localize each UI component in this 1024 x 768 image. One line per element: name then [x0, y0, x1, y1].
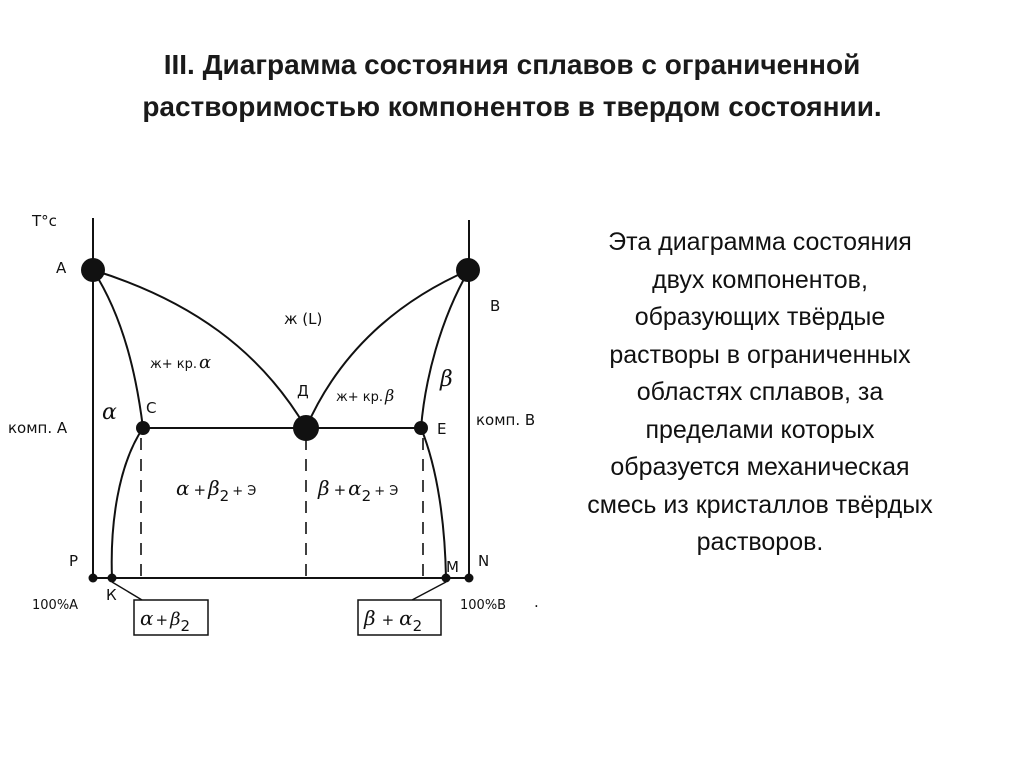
region-liquid-alpha — [150, 352, 211, 373]
solvus-right — [421, 428, 446, 578]
liquidus-left — [93, 270, 306, 428]
solvus-left — [112, 428, 143, 578]
title-line-1: III. Диаграмма состояния сплавов с ограниченной — [163, 49, 861, 80]
region-liquid: ж (L) — [284, 310, 323, 328]
left-eutectic-sub: 2 — [219, 487, 230, 505]
label-100-percent-b: 100%B — [460, 598, 507, 613]
right-eutectic-plus: + — [333, 481, 347, 499]
right-eutectic-sub: 2 — [361, 487, 372, 505]
label-point-m: M — [446, 558, 459, 576]
right-eutectic-beta: β — [318, 476, 330, 500]
description-line-9: растворов. — [696, 528, 824, 556]
left-eutectic-tail: + Э — [232, 484, 257, 499]
label-component-a: комп. А — [8, 419, 68, 437]
label-point-n: N — [478, 552, 490, 570]
label-component-b: комп. В — [476, 411, 536, 429]
left-box-plus: + — [155, 611, 169, 629]
left-eutectic-alpha: α — [176, 476, 190, 500]
left-eutectic-beta: β — [208, 476, 220, 500]
label-point-a: A — [56, 259, 67, 277]
region-liquid-alpha-text: ж+ кр. — [150, 357, 197, 372]
label-point-e: E — [437, 420, 447, 438]
description-line-2: двух компонентов, — [652, 265, 868, 294]
title-line-2: растворимостью компонентов в твердом состоянии. — [142, 91, 882, 122]
right-box-label — [363, 606, 422, 635]
point-k — [108, 574, 117, 583]
pointer-line-right — [412, 582, 446, 600]
region-right-eutectic — [317, 476, 398, 505]
solidus-right — [421, 270, 469, 428]
point-b — [456, 258, 480, 282]
region-liquid-beta-text: ж+ кр. — [336, 390, 383, 405]
region-alpha-label: α — [102, 400, 117, 425]
description-line-6: пределами которых — [645, 415, 875, 444]
description-text — [540, 224, 980, 562]
label-100-percent-a: 100%A — [32, 598, 79, 613]
label-point-d: Д — [297, 382, 309, 400]
left-box-alpha: α — [140, 606, 154, 630]
label-point-k: К — [106, 586, 117, 604]
temperature-axis-label: T°c — [32, 212, 57, 230]
description-line-3: образующих твёрдые — [634, 303, 886, 331]
point-n — [465, 574, 474, 583]
right-box-alpha: α — [399, 606, 413, 630]
point-e — [414, 421, 428, 435]
point-p — [89, 574, 98, 583]
left-eutectic-plus: + — [193, 481, 207, 499]
point-c — [136, 421, 150, 435]
right-box-plus: + — [381, 611, 395, 629]
label-point-c: C — [146, 399, 157, 417]
solidus-left — [93, 270, 143, 428]
label-point-b: B — [490, 297, 501, 315]
description-line-7: образуется механическая — [610, 453, 910, 481]
description-line-8: смесь из кристаллов твёрдых — [587, 490, 933, 519]
region-liquid-alpha-symbol: α — [198, 352, 212, 373]
right-box-sub: 2 — [412, 617, 423, 635]
region-liquid-beta — [336, 386, 394, 405]
left-box-sub: 2 — [180, 617, 191, 635]
left-box-label — [140, 606, 190, 635]
description-line-5: областях сплавов, за — [636, 378, 884, 406]
right-box-beta: β — [364, 606, 376, 630]
region-left-eutectic — [176, 476, 256, 505]
point-a — [81, 258, 105, 282]
description-line-1: Эта диаграмма состояния — [608, 228, 912, 256]
right-eutectic-tail: + Э — [374, 484, 399, 499]
label-point-p: P — [69, 552, 79, 570]
left-box-beta: β — [170, 609, 181, 630]
point-d — [293, 415, 319, 441]
region-beta-label: β — [440, 367, 453, 392]
right-eutectic-alpha: α — [348, 476, 362, 500]
description-line-4: растворы в ограниченных — [609, 340, 911, 369]
stray-dot: . — [534, 593, 539, 611]
region-liquid-beta-symbol: β — [384, 386, 395, 405]
